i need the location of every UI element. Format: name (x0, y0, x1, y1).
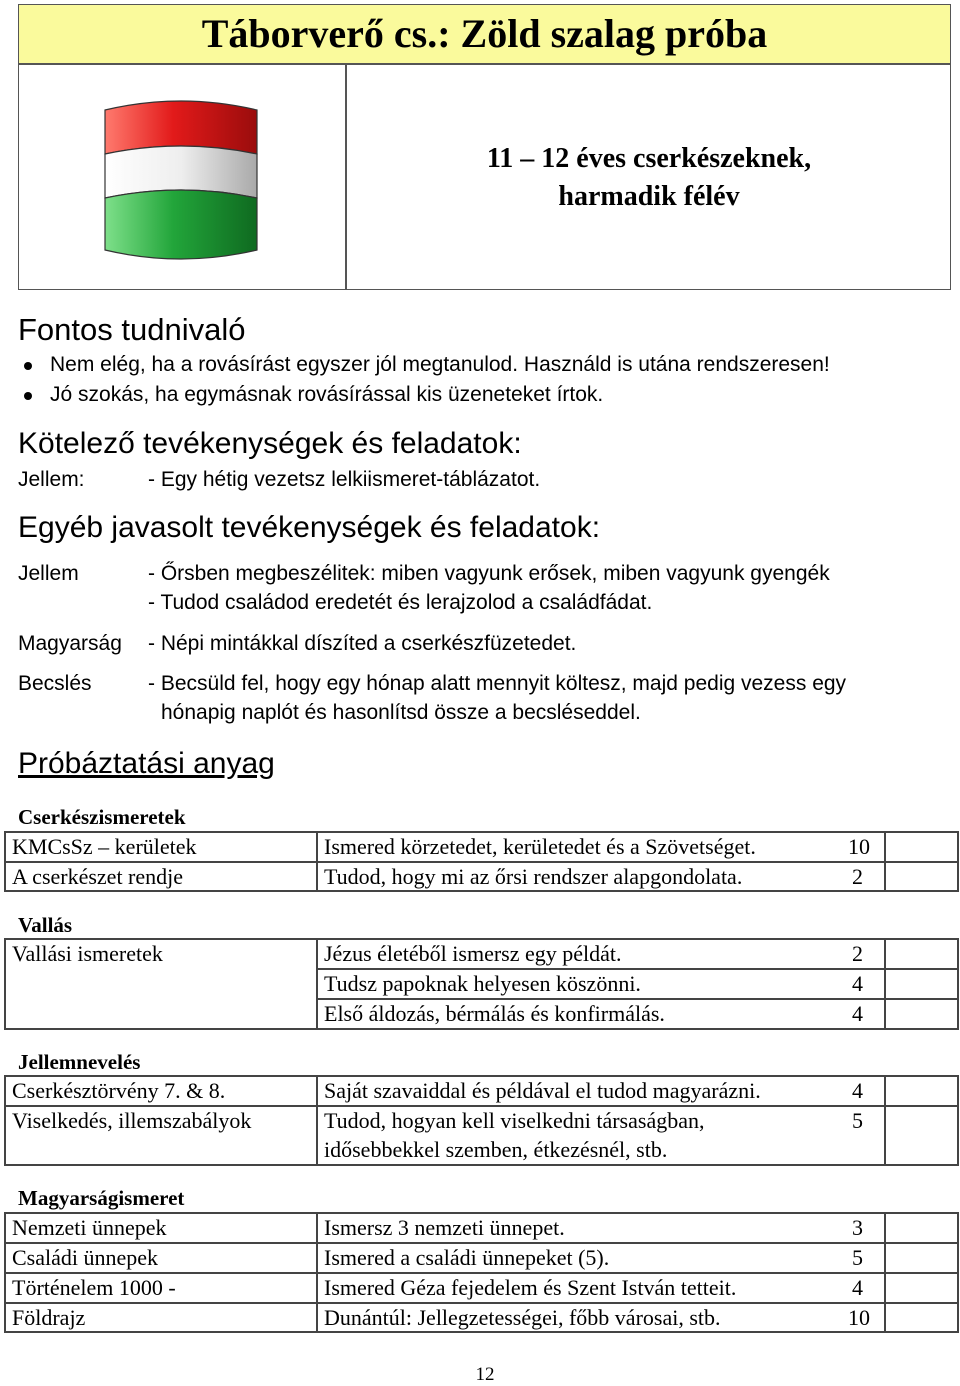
important-bullet-1: Nem elég, ha a rovásírást egyszer jól megtanulod. Használd is utána rendszeresen! (50, 353, 830, 376)
row-task: Dunántúl: Jellegzetességei, főbb városai, stb. (324, 1305, 721, 1330)
row-task: idősebbekkel szemben, étkezésnél, stb. (324, 1137, 668, 1162)
row-points: 5 (852, 1108, 863, 1133)
suggested-line: - Őrsben megbeszélitek: miben vagyunk erősek, miben vagyunk gyengék (148, 562, 830, 585)
row-topic: Családi ünnepek (12, 1245, 159, 1270)
table-rule (4, 1212, 6, 1332)
table-rule (957, 938, 959, 1029)
row-topic: A cserkészet rendje (12, 864, 184, 889)
row-task: Tudod, hogy mi az őrsi rendszer alapgondolata. (324, 864, 743, 889)
suggested-line: - Népi mintákkal díszíted a cserkészfüzetedet. (148, 632, 577, 655)
table-rule (884, 938, 886, 1029)
table-rule (957, 1075, 959, 1165)
suggested-label-magyarsag: Magyarság (18, 632, 122, 655)
table-rule (316, 1075, 318, 1165)
table-rule (884, 1212, 886, 1332)
row-topic: Nemzeti ünnepek (12, 1215, 167, 1240)
table-rule (316, 938, 318, 1029)
row-topic: KMCsSz – kerületek (12, 834, 197, 859)
table-rule (884, 1075, 886, 1165)
row-task: Ismersz 3 nemzeti ünnepet. (324, 1215, 565, 1240)
mandatory-text: - Egy hétig vezetsz lelkiismeret-táblázatot. (148, 468, 541, 491)
mandatory-label: Jellem: (18, 468, 85, 491)
subtitle (350, 140, 948, 216)
row-task: Első áldozás, bérmálás és konfirmálás. (324, 1001, 665, 1026)
section-title: Vallás (18, 913, 73, 937)
row-topic: Viselkedés, illemszabályok (12, 1108, 252, 1133)
row-task: Ismered Géza fejedelem és Szent István tetteit. (324, 1275, 737, 1300)
header-divider (345, 64, 347, 290)
row-task: Tudod, hogyan kell viselkedni társaságban, (324, 1108, 705, 1133)
exam-heading: Próbáztatási anyag (18, 747, 275, 780)
subtitle-line-2: harmadik félév (558, 181, 740, 212)
row-points: 4 (852, 1078, 863, 1103)
suggested-label-becsles: Becslés (18, 672, 92, 695)
important-bullet-2: Jó szokás, ha egymásnak rovásírással kis üzeneteket írtok. (50, 383, 604, 406)
page-number: 12 (475, 1364, 495, 1385)
suggested-heading: Egyéb javasolt tevékenységek és feladatok: (18, 511, 601, 544)
row-points: 5 (852, 1245, 863, 1270)
row-task: Tudsz papoknak helyesen köszönni. (324, 971, 641, 996)
row-task: Ismered a családi ünnepeket (5). (324, 1245, 610, 1270)
suggested-line: hónapig naplót és hasonlítsd össze a becsléseddel. (161, 701, 641, 724)
row-topic: Földrajz (12, 1305, 86, 1330)
row-points: 10 (848, 1305, 870, 1330)
table-rule (4, 831, 6, 891)
table-rule (4, 938, 6, 1029)
row-topic: Történelem 1000 - (12, 1275, 176, 1300)
row-points: 4 (852, 1275, 863, 1300)
row-points: 4 (852, 1001, 863, 1026)
row-task: Ismered körzetedet, kerületedet és a Szövetséget. (324, 834, 756, 859)
important-heading: Fontos tudnivaló (18, 312, 246, 347)
suggested-line: - Becsüld fel, hogy egy hónap alatt mennyit költesz, majd pedig vezess egy (148, 672, 847, 695)
row-points: 10 (848, 834, 870, 859)
tricolor-ribbon-icon (100, 98, 262, 266)
subtitle-line-1: 11 – 12 éves cserkészeknek, (486, 143, 812, 174)
suggested-label-jellem: Jellem (18, 562, 79, 585)
table-rule (4, 1075, 6, 1165)
table-rule (4, 1164, 959, 1166)
row-points: 3 (852, 1215, 863, 1240)
table-rule (884, 831, 886, 891)
row-task: Jézus életéből ismersz egy példát. (324, 941, 622, 966)
bullet-dot (24, 392, 32, 400)
section-title: Jellemnevelés (18, 1050, 141, 1074)
section-title: Magyarságismeret (18, 1186, 185, 1210)
mandatory-heading: Kötelező tevékenységek és feladatok: (18, 427, 522, 460)
row-points: 4 (852, 971, 863, 996)
suggested-line: - Tudod családod eredetét és lerajzolod a családfádat. (148, 591, 653, 614)
table-rule (957, 831, 959, 891)
table-rule (4, 1028, 959, 1030)
row-points: 2 (852, 864, 863, 889)
row-points: 2 (852, 941, 863, 966)
section-title: Cserkészismeretek (18, 805, 186, 829)
table-rule (316, 831, 318, 891)
page-title: Táborverő cs.: Zöld szalag próba (18, 4, 951, 64)
bullet-dot (24, 362, 32, 370)
row-topic: Cserkésztörvény 7. & 8. (12, 1078, 226, 1103)
row-topic: Vallási ismeretek (12, 941, 163, 966)
table-rule (316, 1212, 318, 1332)
row-task: Saját szavaiddal és példával el tudod magyarázni. (324, 1078, 761, 1103)
table-rule (957, 1212, 959, 1332)
